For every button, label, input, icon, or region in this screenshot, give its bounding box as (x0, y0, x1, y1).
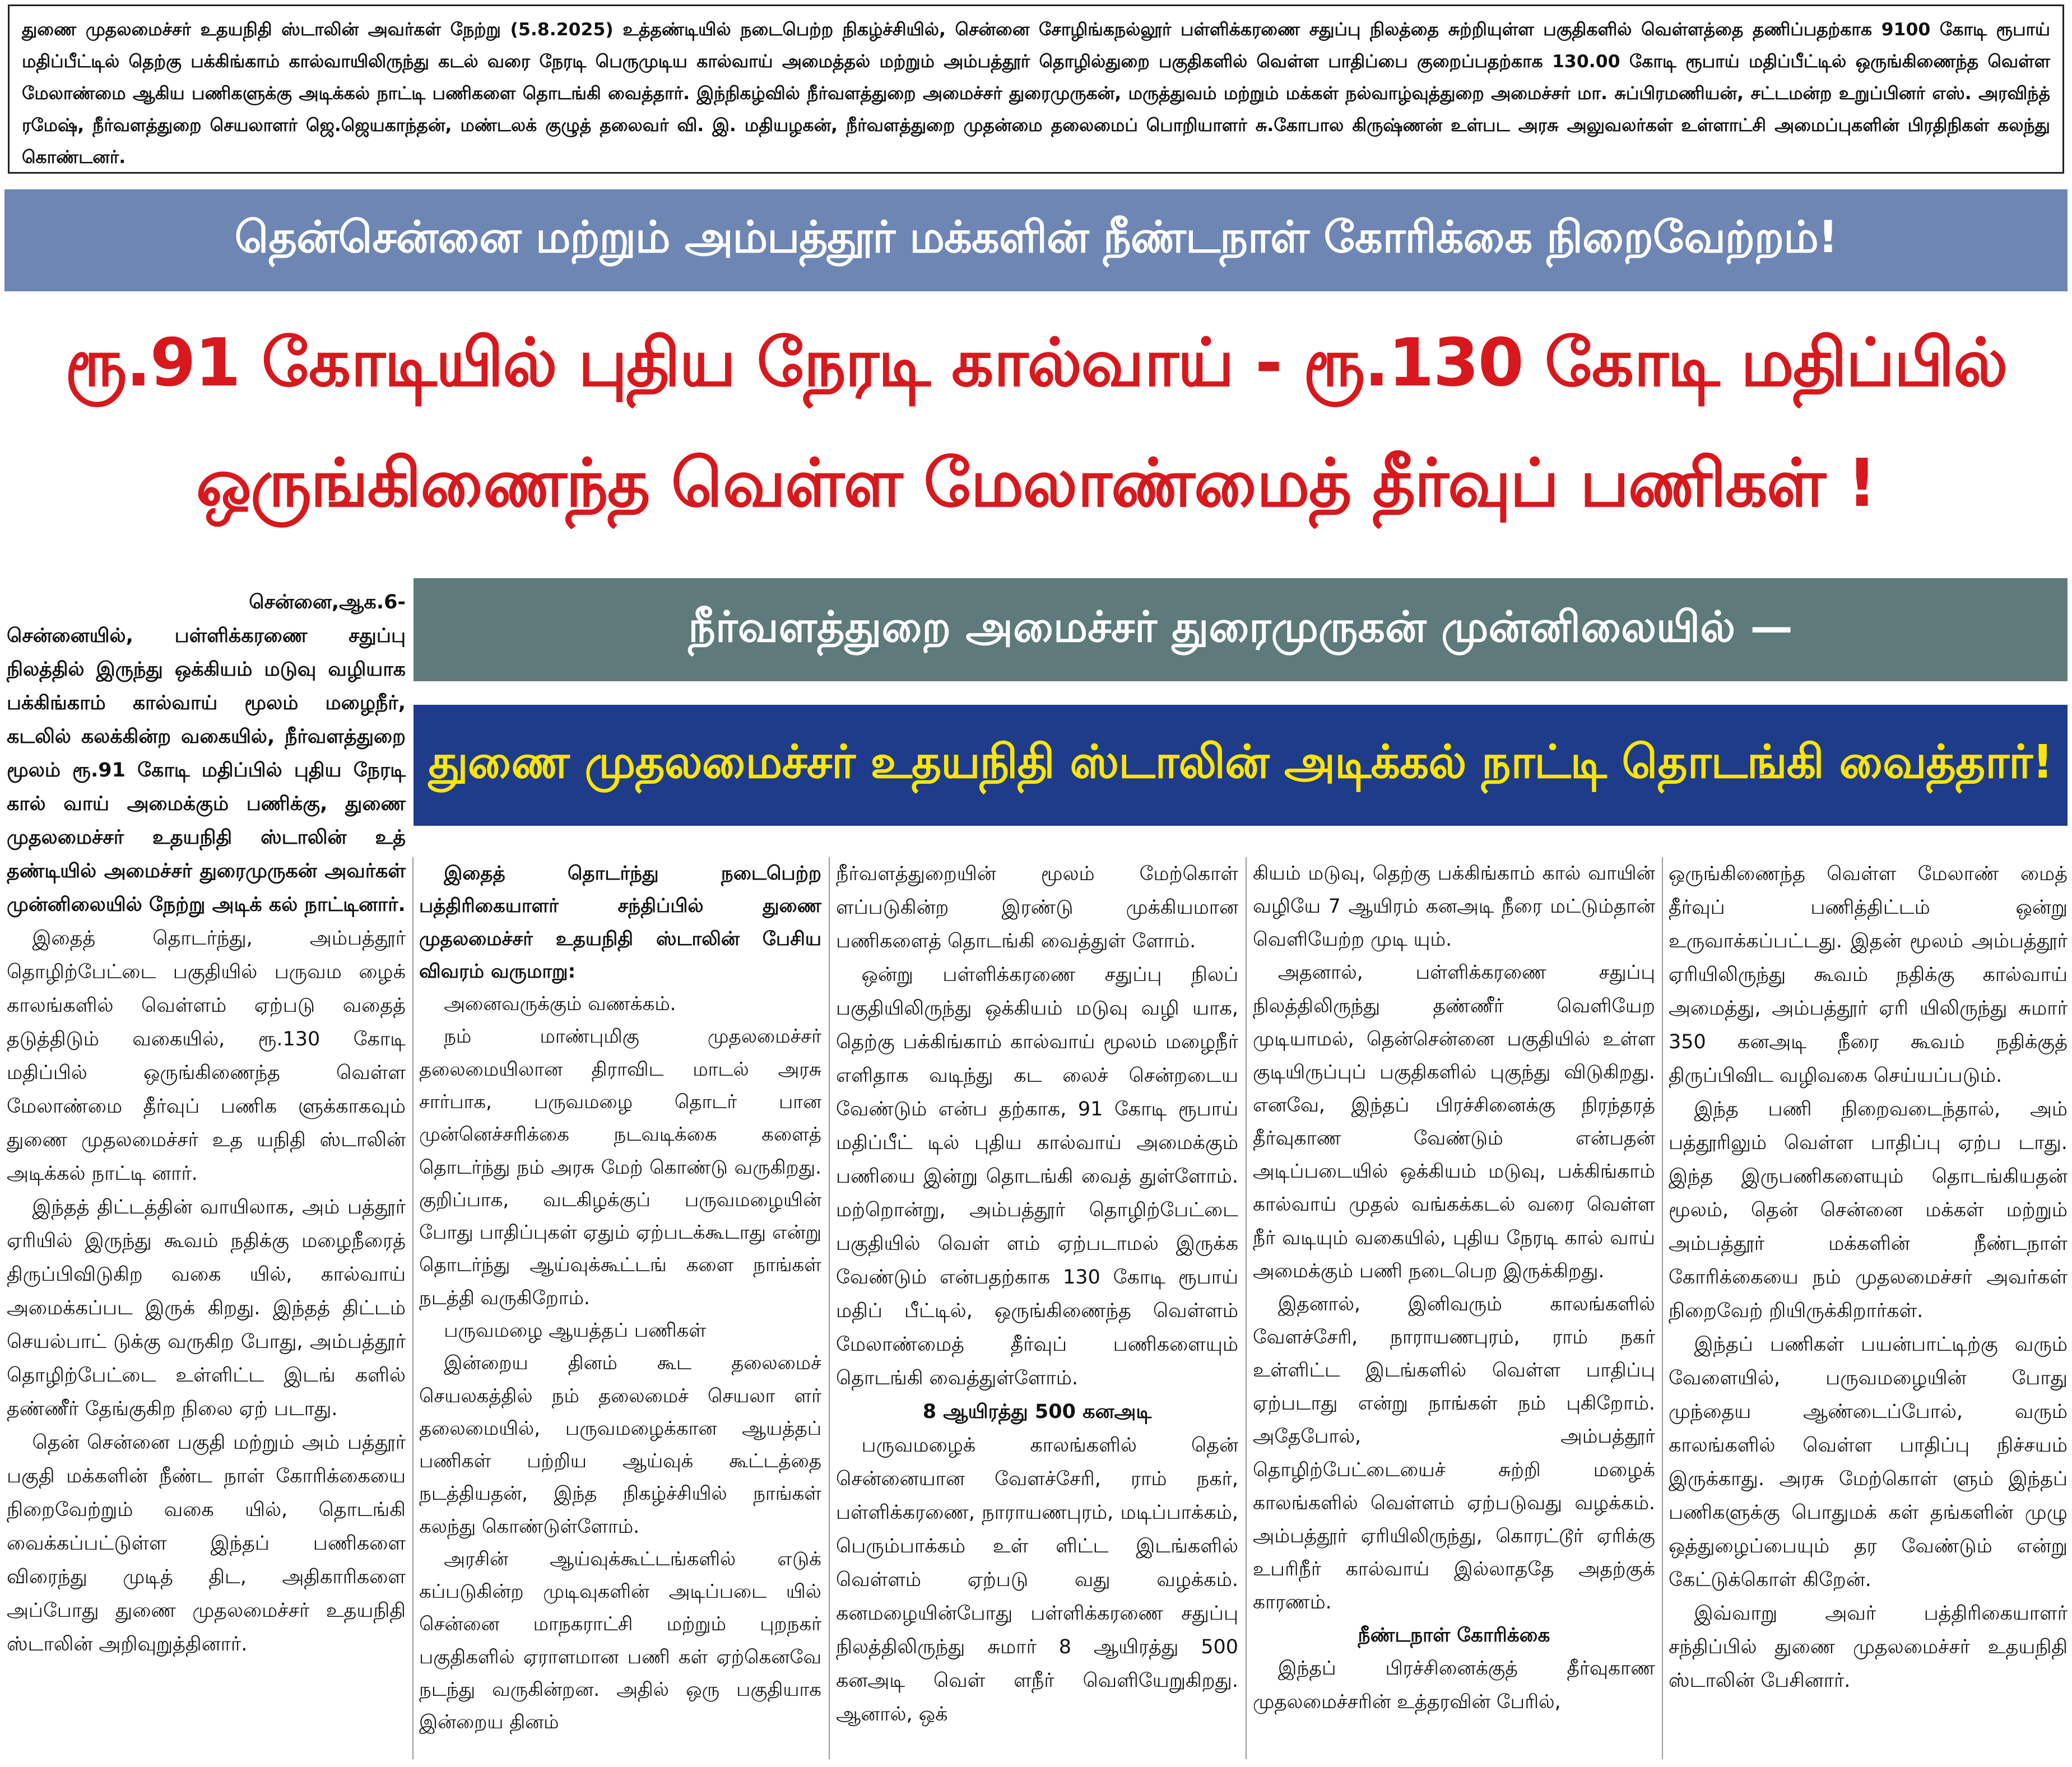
column-divider (829, 857, 830, 1759)
dateline: சென்னை,ஆக.6- (249, 591, 406, 613)
kicker-banner (4, 189, 2068, 291)
paragraph: கியம் மடுவு, தெற்கு பக்கிங்காம் கால் வாயின் வழியே 7 ஆயிரம் கனஅடி நீரை மட்டும்தான் வெளியேற்ற முடி யும். (1253, 862, 1655, 951)
paragraph: இந்தப் பிரச்சினைக்குத் தீர்வுகாண முதலமைச்சரின் உத்தரவின் பேரில், (1253, 1657, 1655, 1713)
subheading-minister (414, 578, 2068, 681)
lead-paragraph: இதைத் தொடர்ந்து நடைபெற்ற பத்திரிகையாளர் சந்திப்பில் துணை முதலமைச்சர் உதயநிதி ஸ்டாலின் பேசிய விவரம் வருமாறு: (419, 862, 821, 983)
paragraph: நீர்வளத்துறையின் மூலம் மேற்கொள் ளப்படுகின்ற இரண்டு முக்கியமான பணிகளைத் தொடங்கி வைத்துள் ளோம். (836, 863, 1238, 952)
subheading: 8 ஆயிரத்து 500 கனஅடி (922, 1401, 1152, 1423)
article-column-3 (836, 857, 1238, 1731)
kicker-text: தென்சென்னை மற்றும் அம்பத்தூர் மக்களின் நீண்டநாள் கோரிக்கை நிறைவேற்றம்! (234, 212, 1838, 263)
paragraph: இதைத் தொடர்ந்து, அம்பத்தூர் தொழிற்பேட்டை பகுதியில் பருவம ழைக் காலங்களில் வெள்ளம் ஏற்படு வதைத் தடுத்திடும் வகையில், ரூ.130 கோடி மதிப்பில் ஒருங்கிணைந்த வெள்ள மேலாண்மை தீர்வுப் பணிக ளுக்காகவும் துணை முதலமைச்சர் உத யநிதி ஸ்டாலின் அடிக்கல் நாட்டி னார். (7, 927, 406, 1185)
paragraph: பருவமழைக் காலங்களில் தென் சென்னையான வேளச்சேரி, ராம் நகர், பள்ளிக்கரணை, நாராயணபுரம், மடிப்பாக்கம், பெரும்பாக்கம் உள் ளிட்ட இடங்களில் வெள்ளம் ஏற்படு வது வழக்கம். கனமழையின்போது பள்ளிக்கரணை சதுப்பு நிலத்திலிருந்து சுமார் 8 ஆயிரத்து 500 கனஅடி வெள் ளநீர் வெளியேறுகிறது. ஆனால், ஒக் (836, 1434, 1238, 1726)
paragraph: அரசின் ஆய்வுக்கூட்டங்களில் எடுக் கப்படுகின்ற முடிவுகளின் அடிப்படை யில் சென்னை மாநகராட்சி மற்றும் புறநகர் பகுதிகளில் ஏராளமான பணி கள் ஏற்கெனவே நடந்து வருகின்றன. அதில் ஒரு பகுதியாக இன்றைய தினம் (419, 1547, 821, 1734)
paragraph: அனைவருக்கும் வணக்கம். (444, 993, 676, 1016)
subheading-deputy-cm (414, 705, 2068, 826)
paragraph: இவ்வாறு அவர் பத்திரிகையாளர் சந்திப்பில் துணை முதலமைச்சர் உதயநிதி ஸ்டாலின் பேசினார். (1669, 1602, 2068, 1692)
paragraph: நம் மாண்புமிகு முதலமைச்சர் தலைமையிலான திராவிட மாடல் அரசு சார்பாக, பருவமழை தொடர் பான முன்னெச்சரிக்கை நடவடிக்கை களைத் தொடர்ந்து நம் அரசு மேற் கொண்டு வருகிறது. குறிப்பாக, வடகிழக்குப் பருவமழையின் போது பாதிப்புகள் ஏதும் ஏற்படக்கூடாது என்று தொடர்ந்து ஆய்வுக்கூட்டங் களை நாங்கள் நடத்தி வருகிறோம். (419, 1025, 821, 1309)
paragraph: பருவமழை ஆயத்தப் பணிகள் (444, 1319, 707, 1342)
article-column-4 (1253, 857, 1655, 1719)
column-divider (1662, 857, 1663, 1759)
paragraph: இந்தத் திட்டத்தின் வாயிலாக, அம் பத்தூர் ஏரியில் இருந்து கூவம் நதிக்கு மழைநீரைத் திருப்பிவிடுகிற வகை யில், கால்வாய் அமைக்கப்பட இருக் கிறது. இந்தத் திட்டம் செயல்பாட் டுக்கு வருகிற போது, அம்பத்தூர் தொழிற்பேட்டை உள்ளிட்ட இடங் களில் தண்ணீர் தேங்குகிற நிலை ஏற் படாது. (7, 1196, 406, 1420)
paragraph: ஒருங்கிணைந்த வெள்ள மேலாண் மைத் தீர்வுப் பணித்திட்டம் ஒன்று உருவாக்கப்பட்டது. இதன் மூலம் அம்பத்தூர் ஏரியிலிருந்து கூவம் நதிக்கு கால்வாய் அமைத்து, அம்பத்தூர் ஏரி யிலிருந்து சுமார் 350 கனஅடி நீரை கூவம் நதிக்குத் திருப்பிவிட வழிவகை செய்யப்படும். (1669, 863, 2068, 1087)
subheading: நீண்டநாள் கோரிக்கை (1358, 1624, 1550, 1647)
paragraph: இதனால், இனிவரும் காலங்களில் வேளச்சேரி, நாராயணபுரம், ராம் நகர் உள்ளிட்ட இடங்களில் வெள்ள பாதிப்பு ஏற்படாது என்று நாங்கள் நம் புகிறோம். அதேபோல், அம்பத்தூர் தொழிற்பேட்டையைச் சுற்றி மழைக் காலங்களில் வெள்ளம் ஏற்படுவது வழக்கம். அம்பத்தூர் ஏரியிலிருந்து, கொரட்டூர் ஏரிக்கு உபரிநீர் கால்வாய் இல்லாததே அதற்குக் காரணம். (1253, 1292, 1655, 1614)
subheading-minister-text: நீர்வளத்துறை அமைச்சர் துரைமுருகன் முன்னிலையில் — (688, 602, 1793, 652)
column-divider (1246, 857, 1247, 1759)
headline-line-2: ஒருங்கிணைந்த வெள்ள மேலாண்மைத் தீர்வுப் பணிகள் ! (196, 444, 1876, 522)
headline-line-1: ரூ.91 கோடியில் புதிய நேரடி கால்வாய் - ரூ.130 கோடி மதிப்பில் (65, 324, 2007, 401)
photo-caption-box (8, 4, 2064, 174)
paragraph: இந்தப் பணிகள் பயன்பாட்டிற்கு வரும் வேளையில், பருவமழையின் போது முந்தைய ஆண்டைப்போல், வரும் காலங்களில் வெள்ள பாதிப்பு நிச்சயம் இருக்காது. அரசு மேற்கொள் ளும் இந்தப் பணிகளுக்கு பொதுமக் கள் தங்களின் முழு ஒத்துழைப்பையும் தர வேண்டும் என்று கேட்டுக்கொள் கிறேன். (1669, 1333, 2068, 1591)
lead-paragraph: சென்னையில், பள்ளிக்கரணை சதுப்பு நிலத்தில் இருந்து ஒக்கியம் மடுவு வழியாக பக்கிங்காம் கால்வாய் மூலம் மழைநீர், கடலில் கலக்கின்ற வகையில், நீர்வளத்துறை மூலம் ரூ.91 கோடி மதிப்பில் புதிய நேரடி கால் வாய் அமைக்கும் பணிக்கு, துணை முதலமைச்சர் உதயநிதி ஸ்டாலின் உத் தண்டியில் அமைச்சர் துரைமுருகன் அவர்கள் முன்னிலையில் நேற்று அடிக் கல் நாட்டினார். (7, 625, 406, 916)
paragraph: தென் சென்னை பகுதி மற்றும் அம் பத்தூர் பகுதி மக்களின் நீண்ட நாள் கோரிக்கையை நிறைவேற்றும் வகை யில், தொடங்கி வைக்கப்பட்டுள்ள இந்தப் பணிகளை விரைந்து முடித் திட, அதிகாரிகளை அப்போது துணை முதலமைச்சர் உதயநிதி ஸ்டாலின் அறிவுறுத்தினார். (7, 1431, 406, 1656)
paragraph: இன்றைய தினம் கூட தலைமைச் செயலகத்தில் நம் தலைமைச் செயலா ளர் தலைமையில், பருவமழைக்கான ஆயத்தப் பணிகள் பற்றிய ஆய்வுக் கூட்டத்தை நடத்தியதன், இந்த நிகழ்ச்சியில் நாங்கள் கலந்து கொண்டுள்ளோம். (419, 1352, 821, 1538)
column-divider (412, 857, 414, 1759)
article-column-1 (7, 585, 406, 1661)
paragraph: ஒன்று பள்ளிக்கரணை சதுப்பு நிலப் பகுதியிலிருந்து ஒக்கியம் மடுவு வழி யாக, தெற்கு பக்கிங்காம் கால்வாய் மூலம் மழைநீர் எளிதாக வடிந்து கட லைச் சென்றடைய வேண்டும் என்ப தற்காக, 91 கோடி ரூபாய் மதிப்பீட் டில் புதிய கால்வாய் அமைக்கும் பணியை இன்று தொடங்கி வைத் துள்ளோம். மற்றொன்று, அம்பத்தூர் தொழிற்பேட்டை பகுதியில் வெள் ளம் ஏற்படாமல் இருக்க வேண்டும் என்பதற்காக 130 கோடி ரூபாய் மதிப் பீட்டில், ஒருங்கிணைந்த வெள்ளம் மேலாண்மைத் தீர்வுப் பணிகளையும் தொடங்கி வைத்துள்ளோம். (836, 964, 1238, 1389)
article-column-5 (1669, 857, 2068, 1698)
photo-caption-text: துணை முதலமைச்சர் உதயநிதி ஸ்டாலின் அவர்கள் நேற்று (5.8.2025) உத்தண்டியில் நடைபெற்ற நிகழ்ச்சியில், சென்னை சோழிங்கநல்லூர் பள்ளிக்கரணை சதுப்பு நிலத்தை சுற்றியுள்ள பகுதிகளில் வெள்ளத்தை தணிப்பதற்காக 9100 கோடி ரூபாய் மதிப்பீட்டில் தெற்கு பக்கிங்காம் கால்வாயிலிருந்து கடல் வரை நேரடி பெருமுடிய கால்வாய் அமைத்தல் மற்றும் அம்பத்தூர் தொழில்துறை பகுதிகளில் வெள்ள பாதிப்பை குறைப்பதற்காக 130.00 கோடி ரூபாய் மதிப்பீட்டில் ஒருங்கிணைந்த வெள்ள மேலாண்மை ஆகிய பணிகளுக்கு அடிக்கல் நாட்டி பணிகளை தொடங்கி வைத்தார். இந்நிகழ்வில் நீர்வளத்துறை அமைச்சர் துரைமுருகன், மருத்துவம் மற்றும் மக்கள் நல்வாழ்வுத்துறை அமைச்சர் மா. சுப்பிரமணியன், சட்டமன்ற உறுப்பினர் எஸ். அரவிந்த் ரமேஷ், நீர்வளத்துறை செயலாளர் ஜெ.ஜெயகாந்தன், மண்டலக் குழுத் தலைவர் வி. இ. மதியழகன், நீர்வளத்துறை முதன்மை தலைமைப் பொறியாளர் சு.கோபால கிருஷ்ணன் உள்பட அரசு அலுவலர்கள் உள்ளாட்சி அமைப்புகளின் பிரதிநிகள் கலந்து கொண்டனர். (22, 20, 2050, 168)
paragraph: இந்த பணி நிறைவடைந்தால், அம் பத்தூரிலும் வெள்ள பாதிப்பு ஏற்ப டாது. இந்த இருபணிகளையும் தொடங்கியதன் மூலம், தென் சென்னை மக்கள் மற்றும் அம்பத்தூர் மக்களின் நீண்டநாள் கோரிக்கையை நம் முதலமைச்சர் அவர்கள் நிறைவேற் றியிருக்கிறார்கள். (1669, 1098, 2068, 1322)
main-headline (4, 303, 2068, 543)
paragraph: அதனால், பள்ளிக்கரணை சதுப்பு நிலத்திலிருந்து தண்ணீர் வெளியேற முடியாமல், தென்சென்னை பகுதியில் உள்ள குடியிருப்புப் பகுதிகளில் புகுந்து விடுகிறது. எனவே, இந்தப் பிரச்சினைக்கு நிரந்தரத் தீர்வுகாண வேண்டும் என்பதன் அடிப்படையில் ஒக்கியம் மடுவு, பக்கிங்காம் கால்வாய் முதல் வங்கக்கடல் வரை வெள்ள நீர் வடியும் வகையில், புதிய நேரடி கால் வாய் அமைக்கும் பணி நடைபெற இருக்கிறது. (1253, 961, 1655, 1282)
subheading-deputy-cm-text: துணை முதலமைச்சர் உதயநிதி ஸ்டாலின் அடிக்கல் நாட்டி தொடங்கி வைத்தார்! (428, 736, 2053, 789)
article-column-2 (419, 857, 821, 1739)
